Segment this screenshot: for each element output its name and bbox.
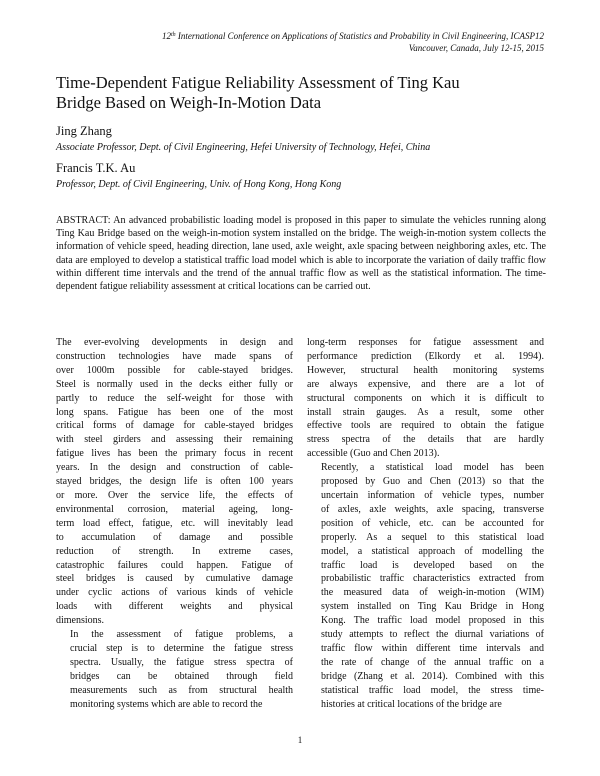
text-line: However, structural health monitoring systems (307, 364, 544, 376)
page-number: 1 (297, 735, 303, 745)
text-line: are always expensive, and there are a lot of (307, 378, 544, 390)
text-line: uncertain information of vehicle types, number (321, 489, 544, 501)
text-line: construction technologies have made spans of (56, 350, 293, 362)
text-line: statistical traffic load model, the stress time- (321, 684, 544, 696)
text-line: crucial step is to determine the fatigue stress (70, 642, 293, 654)
text-line: steel bridges is caused by cumulative damage (56, 573, 293, 585)
author-name-2: Francis T.K. Au (56, 161, 136, 175)
text-line: properly. As a sequel to this statistical load (321, 531, 544, 543)
text-line: system installed on Ting Kau Bridge in Hong (321, 601, 544, 613)
body-column-left (56, 336, 293, 711)
text-line: critical forms of damage for cable-stayed bridges (56, 420, 293, 432)
text-line: performance prediction (Elkordy et al. 1994). (307, 350, 544, 362)
text-line: proposed by Guo and Chen (2013) so that the (321, 476, 544, 488)
text-line: to accumulation of damage and possible (56, 531, 293, 543)
title-line-2: Bridge Based on Weigh-In-Motion Data (56, 93, 322, 112)
text-line: loads with different weights and physical (56, 601, 293, 613)
author-affiliation-2: Professor, Dept. of Civil Engineering, Univ. of Hong Kong, Hong Kong (56, 179, 342, 190)
text-line: dimensions. (56, 615, 105, 627)
text-line: effective tools are required to obtain the fatigue (307, 420, 544, 432)
text-line: catastrophic failures could happen. Fatigue of (56, 559, 293, 571)
text-line: model, a statistical approach of modelling the (321, 545, 544, 557)
text-line: reduction of strength. In extreme cases, (56, 545, 293, 557)
text-line: Kong. The traffic load model proposed in this (321, 615, 544, 627)
paragraph-intro-2 (56, 628, 293, 711)
text-line: accessible (Guo and Chen 2013). (307, 448, 440, 460)
text-line: environmental corrosion, material ageing, long- (56, 503, 293, 515)
text-line: with steel girders and assessing their remaining (56, 434, 293, 446)
text-line: fatigue lives has been the primary focus in recent (56, 448, 293, 460)
text-line: years. In the design and construction of cable- (56, 462, 293, 474)
author-name-1: Jing Zhang (56, 124, 112, 138)
paper-title (56, 73, 556, 113)
conference-line-1: 12th International Conference on Applications of Statistics and Probability in Civil Engineering, ICASP12 (161, 31, 544, 41)
author-affiliation-1: Associate Professor, Dept. of Civil Engineering, Hefei University of Technology, Hefei, China (56, 142, 431, 153)
text-line: long-term responses for fatigue assessment and (307, 337, 544, 348)
text-line: The ever-evolving developments in design and (56, 337, 293, 348)
text-line: study attempts to reflect the diurnal variations of (321, 629, 544, 641)
text-line: long spans. Fatigue has been one of the most (56, 406, 293, 418)
text-line: of axles, axle weights, axle spacing, transverse (321, 503, 544, 515)
text-line: partly to reduce the self-weight for those with (56, 392, 293, 404)
text-line: monitoring systems which are able to record the (70, 698, 263, 710)
text-line: under cyclic actions of various kinds of vehicle (56, 587, 293, 599)
text-line: histories at critical locations of the bridge are (321, 698, 502, 710)
text-line: bridges can be obtained through field (70, 670, 293, 682)
conference-line-2: Vancouver, Canada, July 12-15, 2015 (408, 42, 544, 53)
text-line: structural components on which it is difficult to (307, 392, 544, 404)
text-line: or more. Over the service life, the effects of (56, 489, 293, 501)
paragraph-intro-continued (307, 336, 544, 461)
text-line: Steel is normally used in the decks either fully or (56, 378, 293, 390)
text-line: traffic flow within different time intervals and (321, 642, 544, 654)
text-line: install strain gauges. As a result, some other (307, 406, 544, 418)
text-line: traffic load is developed based on the (321, 559, 544, 571)
text-line: bridge (Zhang et al. 2014). Combined with this (321, 670, 544, 682)
abstract: ABSTRACT: An advanced probabilistic loading model is proposed in this paper to simulate the vehicles running along Ting Kau Bridge based on the weigh-in-motion system installed on the bridge. The weigh-in-motion system collects the information of vehicle speed, heading direction, lane used, axle weight, axle spacing between neighboring axles, etc. The data are employed to develop a statistical traffic load model which is able to incorporate the variation of daily traffic flow within different time intervals and the trend of the annual traffic flow as well as the statistical information. The time-dependent fatigue reliability assessment at critical locations can be carried out. (56, 215, 546, 293)
text-line: measurements such as from structural health (70, 684, 293, 696)
text-line: term load effect, fatigue, etc. will inevitably lead (56, 517, 293, 529)
body-column-right (307, 336, 544, 711)
text-line: spectra. Usually, the fatigue stress spectra of (70, 656, 293, 668)
text-line: Recently, a statistical load model has been (321, 462, 544, 474)
paragraph-intro-1 (56, 336, 293, 628)
text-line: position of vehicle, etc. can be accounted for (321, 517, 544, 529)
title-line-1: Time-Dependent Fatigue Reliability Assessment of Ting Kau (56, 73, 460, 92)
text-line: In the assessment of fatigue problems, a (70, 629, 293, 641)
text-line: the measured data of weigh-in-motion (WIM) (321, 587, 544, 599)
text-line: over 1000m possible for cable-stayed bridges. (56, 364, 293, 376)
text-line: stayed bridges, the design life is often 100 years (56, 476, 293, 488)
text-line: probabilistic traffic characteristics extracted from (321, 573, 544, 585)
text-line: stress spectra of the details that are hardly (307, 434, 544, 446)
text-line: the rate of change of the annual traffic on a (321, 656, 544, 668)
paragraph-intro-3 (307, 461, 544, 711)
conference-header (124, 31, 544, 54)
